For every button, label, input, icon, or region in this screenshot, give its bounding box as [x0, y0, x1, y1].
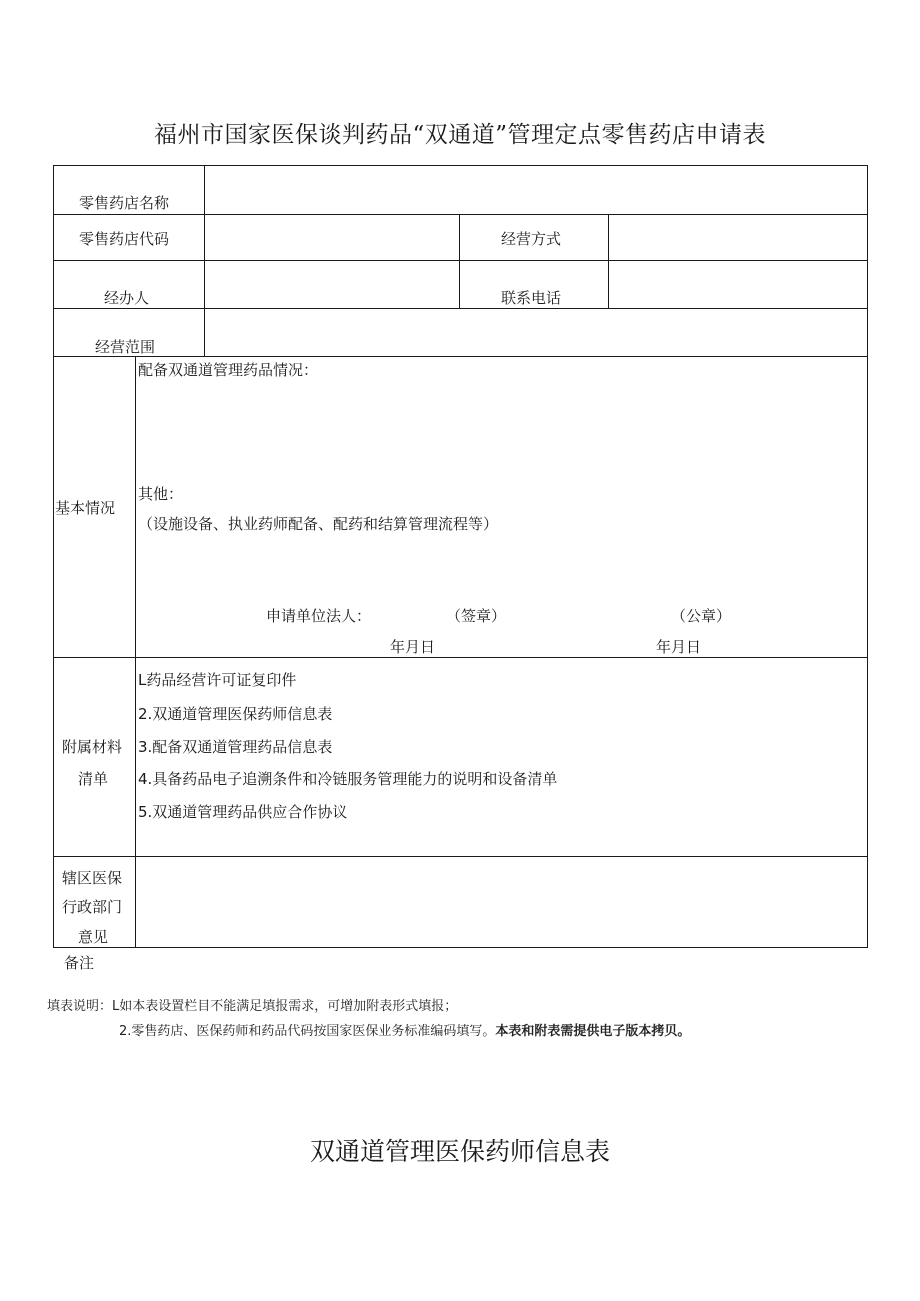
- date-left: 年月日: [390, 638, 436, 656]
- table-border-right: [867, 165, 868, 948]
- attachment-item: 5.双通道管理药品供应合作协议: [138, 803, 348, 821]
- column-divider: [608, 214, 609, 308]
- second-page-title: 双通道管理医保药师信息表: [309, 1137, 610, 1166]
- instructions-line-2-text: 2.零售药店、医保药师和药品代码按国家医保业务标准编码填写。: [119, 1024, 496, 1039]
- store-name-label: 零售药店名称: [79, 194, 170, 212]
- opinion-field[interactable]: [137, 858, 865, 946]
- page-title: 福州市国家医保谈判药品“双通道”管理定点零售药店申请表: [153, 122, 767, 148]
- remark-label: 备注: [64, 954, 95, 972]
- basic-info-label: 基本情况: [55, 499, 116, 517]
- opinion-label-cont: 意见: [78, 928, 109, 946]
- attachment-item: 4.具备药品电子追溯条件和冷链服务管理能力的说明和设备清单: [138, 770, 558, 788]
- business-mode-label: 经营方式: [501, 230, 562, 248]
- other-hint: （设施设备、执业药师配备、配药和结算管理流程等）: [138, 515, 499, 533]
- instructions-line-2-emphasis: 本表和附表需提供电子版本拷贝。: [495, 1024, 691, 1039]
- row-divider: [53, 657, 868, 658]
- row-divider: [53, 214, 868, 215]
- opinion-label-cont: 行政部门: [62, 898, 123, 916]
- row-divider: [53, 260, 868, 261]
- attachments-label-cont: 清单: [78, 770, 109, 788]
- row-divider: [53, 856, 868, 857]
- table-border-left: [53, 165, 54, 948]
- attachment-item: L药品经营许可证复印件: [138, 671, 297, 689]
- other-label: 其他：: [138, 485, 184, 503]
- label-column-divider: [204, 165, 205, 356]
- applicant-label: 申请单位法人：: [266, 607, 372, 625]
- seal-label: （公章）: [671, 607, 732, 625]
- column-divider: [459, 214, 460, 308]
- label-column-divider: [135, 356, 136, 948]
- sign-label: （签章）: [446, 607, 507, 625]
- table-border-top: [53, 165, 868, 166]
- scope-field[interactable]: [206, 310, 865, 355]
- date-right: 年月日: [656, 638, 702, 656]
- instructions-line-1: 填表说明：L如本表设置栏目不能满足填报需求，可增加附表形式填报；: [47, 999, 458, 1014]
- store-code-label: 零售药店代码: [79, 230, 170, 248]
- scope-label: 经营范围: [95, 338, 156, 356]
- phone-field[interactable]: [610, 262, 866, 307]
- attachments-label: 附属材料: [62, 738, 123, 756]
- store-name-field[interactable]: [206, 167, 865, 213]
- handler-label: 经办人: [104, 289, 150, 307]
- store-code-field[interactable]: [206, 216, 458, 259]
- attachment-item: 2.双通道管理医保药师信息表: [138, 705, 333, 723]
- row-divider: [53, 308, 868, 309]
- phone-label: 联系电话: [501, 289, 562, 307]
- drugs-prompt: 配备双通道管理药品情况：: [138, 361, 319, 379]
- opinion-label: 辖区医保: [62, 869, 123, 887]
- table-border-bottom: [53, 947, 868, 948]
- handler-field[interactable]: [206, 262, 458, 307]
- business-mode-field[interactable]: [610, 216, 866, 259]
- instructions-line-2: [119, 1020, 690, 1039]
- row-divider: [53, 356, 868, 357]
- attachment-item: 3.配备双通道管理药品信息表: [138, 738, 333, 756]
